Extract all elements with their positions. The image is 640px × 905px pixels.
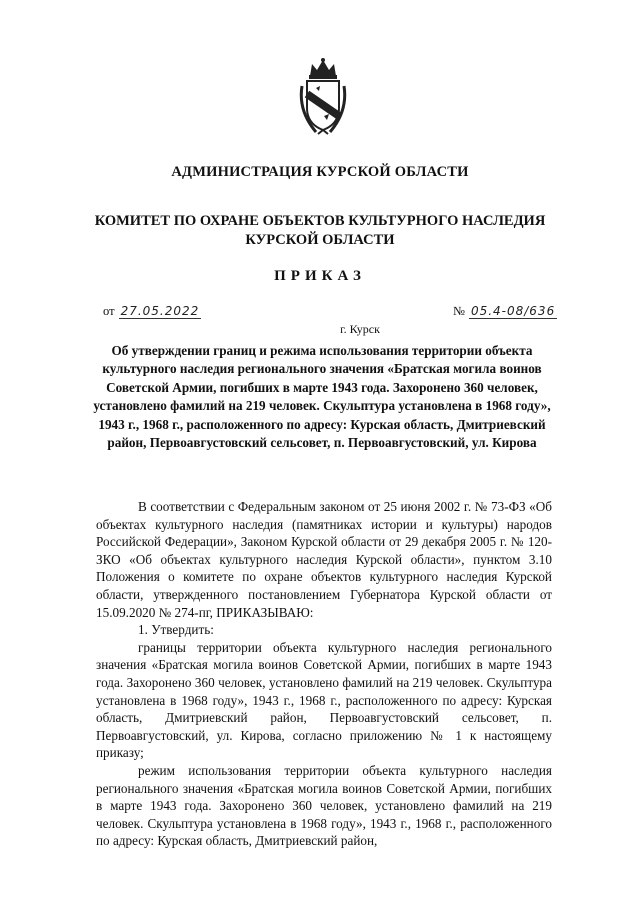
paragraph-item-1: 1. Утвердить: [138,622,214,638]
coat-of-arms-icon [296,56,350,138]
committee-heading-line1: КОМИТЕТ ПО ОХРАНЕ ОБЪЕКТОВ КУЛЬТУРНОГО НАСЛЕДИЯ [94,213,546,229]
committee-heading-line2: КУРСКОЙ ОБЛАСТИ [245,232,395,248]
committee-heading [0,212,640,250]
date-prefix: от [103,304,115,318]
number-prefix: № [453,304,465,318]
paragraph-preamble: В соответствии с Федеральным законом от 25 июня 2002 г. № 73-ФЗ «Об объектах культурного наследия (памятниках истории и культуры) народов Российской Федерации», Законом Курской области от 29 декабря 2005 г. № 120-ЗКО «Об объектах культурного наследия Курской области», пунктом 3.10 Положения о комитете по охране объектов культурного наследия Курской области, утвержденного постановлением Губернатора Курской области от 15.09.2020 № 274-пг, ПРИКАЗЫВАЮ: [96,499,552,620]
city: г. Курск [340,322,380,336]
date-value: 27.05.2022 [120,304,200,318]
order-body [96,498,552,850]
paragraph-regime: режим использования территории объекта культурного наследия регионального значения «Братская могила воинов Советской Армии, погибших в марте 1943 года. Захоронено 360 человек, установлено фамилий на 219 человек. Скульптура установлена в 1968 году», 1943 г., 1968 г., расположенного по адресу: Курская область, Дмитриевский район, [96,762,552,849]
order-number [453,304,557,319]
number-value: 05.4-08/636 [470,304,556,318]
paragraph-boundaries: границы территории объекта культурного наследия регионального значения «Братская могила воинов Советской Армии, погибших в марте 1943 года. Захоронено 360 человек, установлено фамилий на 219 человек. Скульптура установлена в 1968 году», 1943 г., 1968 г., расположенного по адресу: Курская область, Дмитриевский район, Первоавгустовский сельсовет, п. Первоавгустовский, ул. Кирова, согласно приложению № 1 к настоящему приказу; [96,639,552,761]
document-type: ПРИКАЗ [274,268,366,284]
administration-heading: АДМИНИСТРАЦИЯ КУРСКОЙ ОБЛАСТИ [171,164,469,180]
order-date [103,304,201,319]
order-title: Об утверждении границ и режима использования территории объекта культурного наследия регионального значения «Братская могила воинов Советской Армии, погибших в марте 1943 года. Захоронено 360 человек, установлено фамилий на 219 человек. Скульптура установлена в 1968 году», 1943 г., 1968 г., расположенного по адресу: Курская область, Дмитриевский район, Первоавгустовский сельсовет, п. Первоавгустовский, ул. Кирова [93,343,551,451]
